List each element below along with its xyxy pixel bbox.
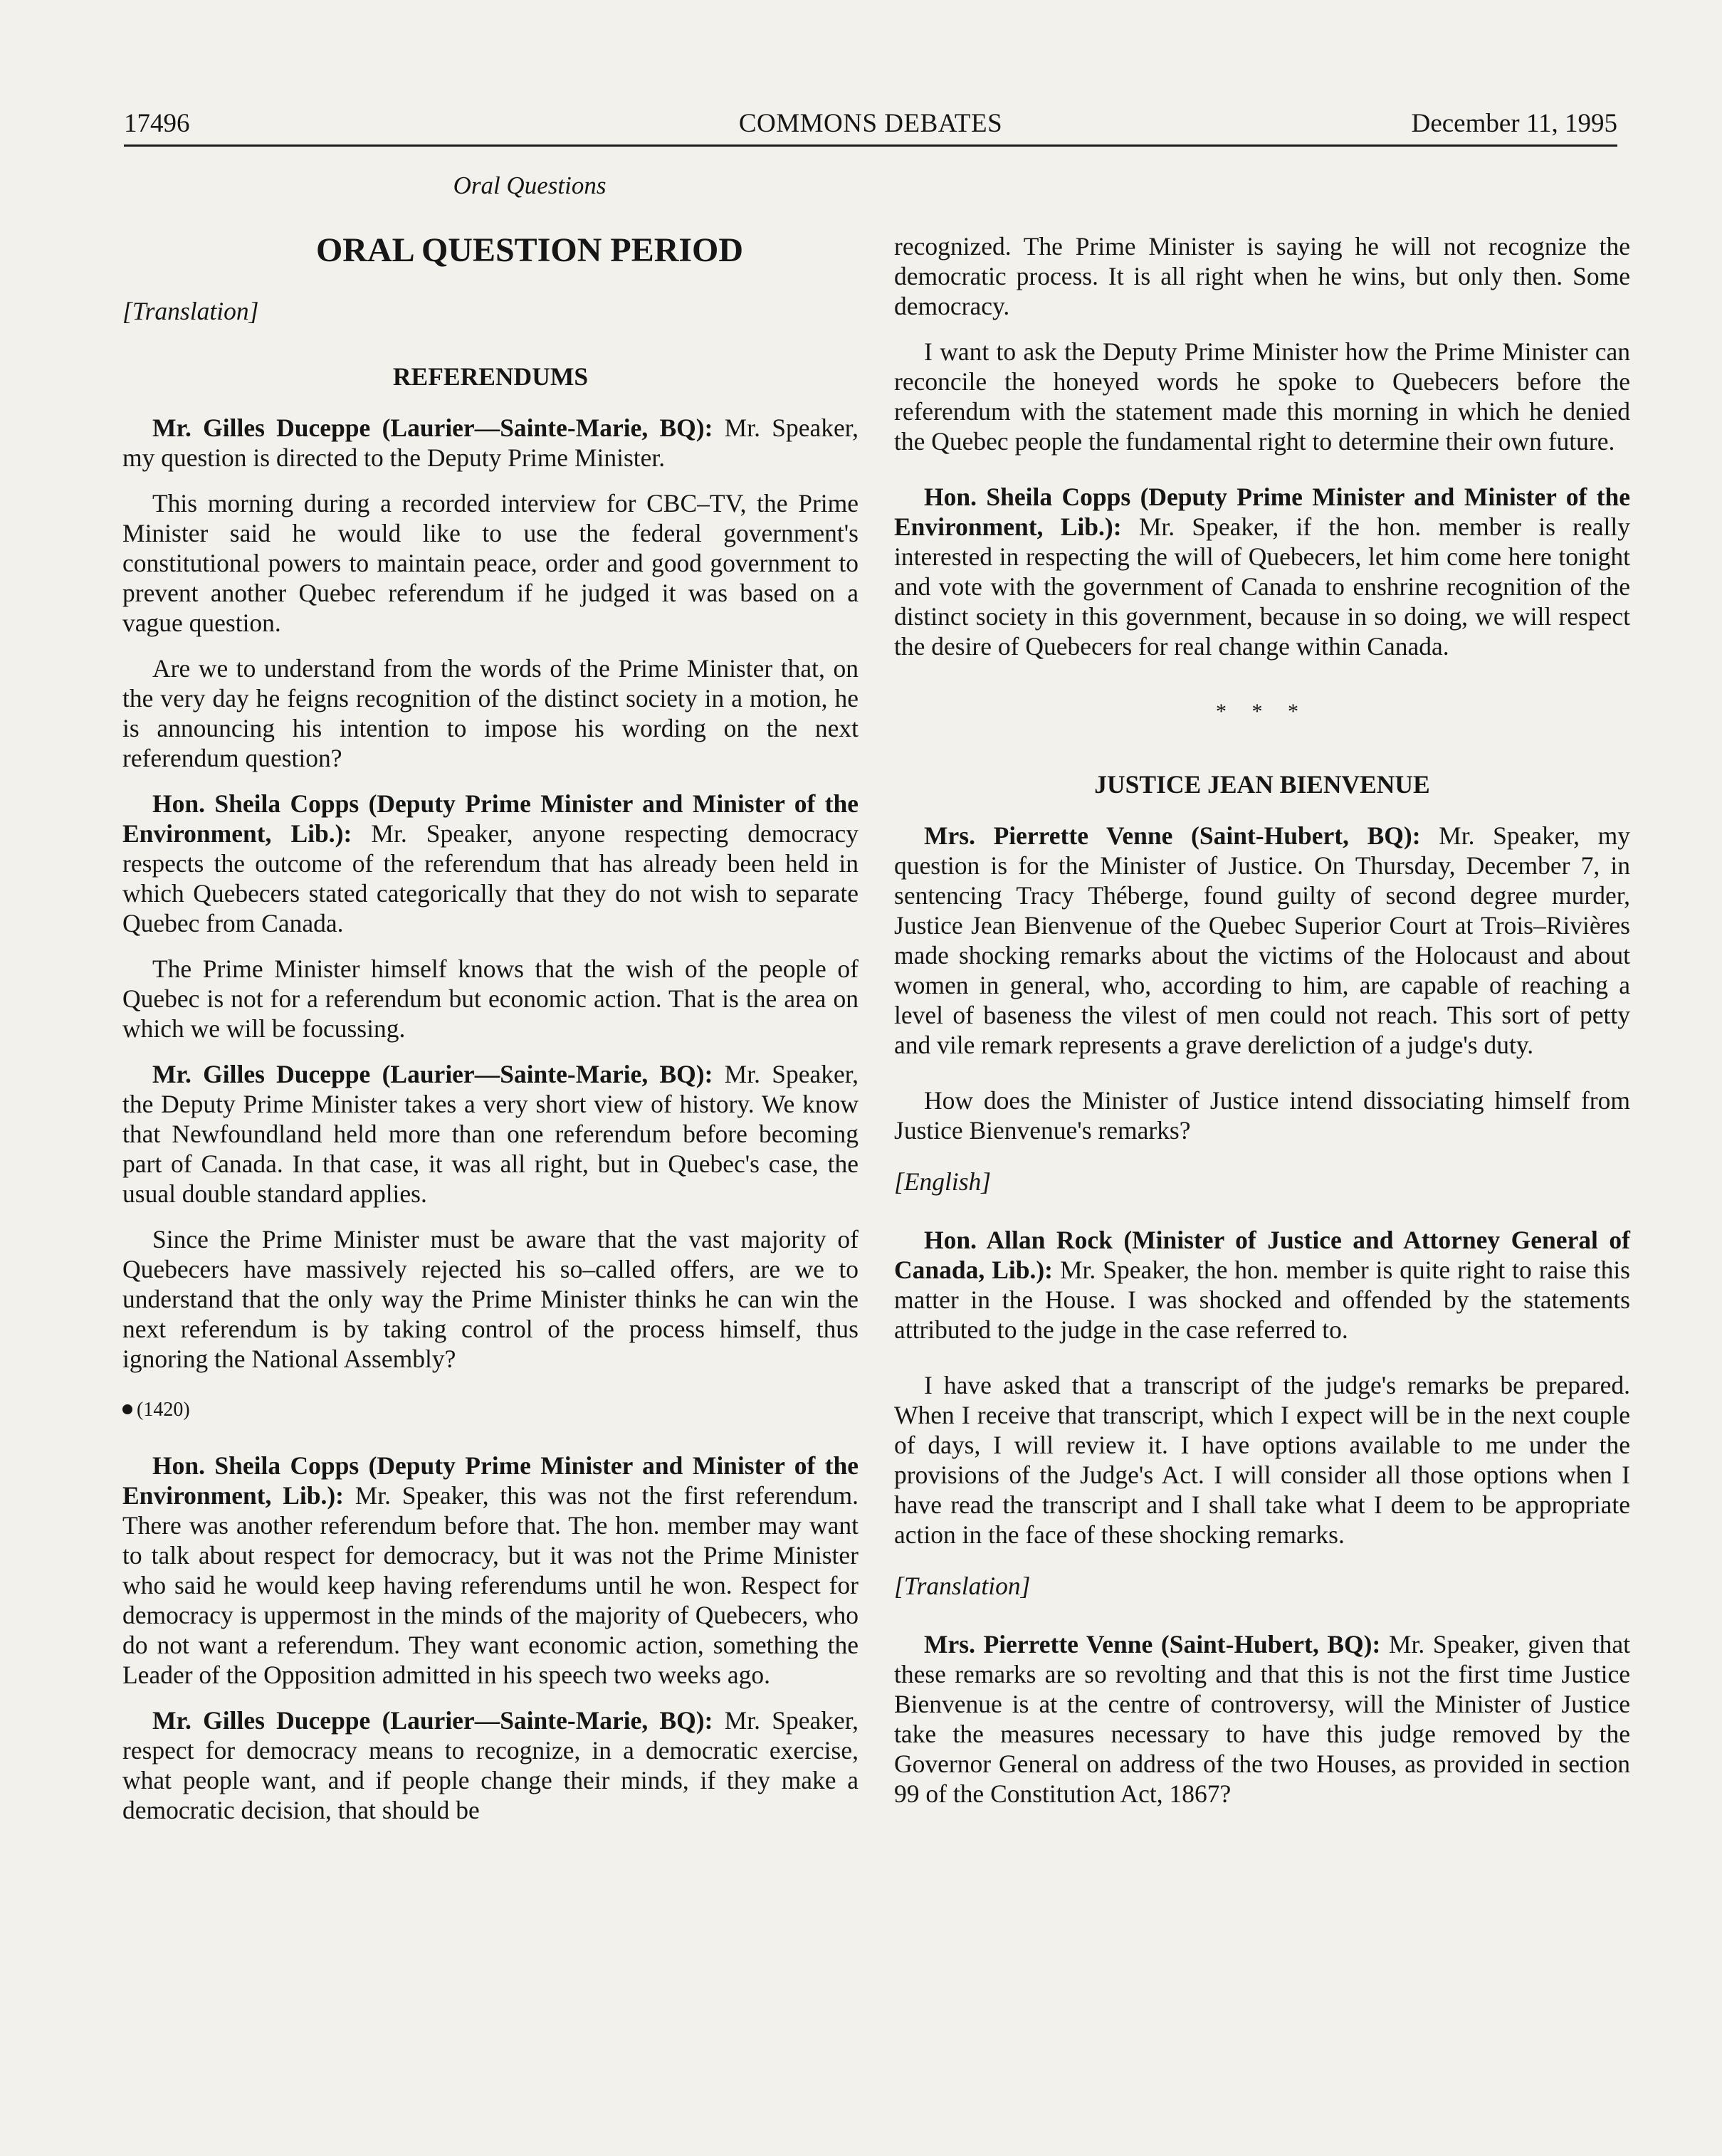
speaker-name: Hon. Allan Rock (Minister of Justice and Attorney General of Canada, Lib.): xyxy=(894,1226,1630,1284)
speaker-name: Mrs. Pierrette Venne (Saint-Hubert, BQ): xyxy=(924,1630,1381,1658)
english-note: [English] xyxy=(894,1167,992,1196)
page-number: 17496 xyxy=(124,109,190,138)
right-column xyxy=(894,231,1630,1809)
speech-paragraph: I want to ask the Deputy Prime Minister how the Prime Minister can reconcile the honeyed words he spoke to Quebecers before the referendum with the statement made this morning in which he denied the Quebec people the fundamental right to determine their own future. xyxy=(894,337,1630,456)
bullet-icon xyxy=(122,1404,132,1414)
speech-paragraph: Hon. Sheila Copps (Deputy Prime Minister and Minister of the Environment, Lib.): Mr. Speaker, if the hon. member is really interested in respecting the will of Quebecers, let him come here tonight and vote with the government of Canada to enshrine recognition of the distinct society in this government, because in so doing, we will respect the desire of Quebecers for real change within Canada. xyxy=(894,483,1630,661)
speech-paragraph: Mr. Gilles Duceppe (Laurier—Sainte-Marie, BQ): Mr. Speaker, respect for democracy means to recognize, in a democratic exercise, what people want, and if people change their minds, if they make a democratic decision, that should be xyxy=(122,1706,859,1824)
publication-title: COMMONS DEBATES xyxy=(738,109,1003,138)
page-title: ORAL QUESTION PERIOD xyxy=(315,231,744,269)
speaker-name: Mr. Gilles Duceppe (Laurier—Sainte-Marie, BQ): xyxy=(152,414,713,442)
speech-paragraph: The Prime Minister himself knows that the wish of the people of Quebec is not for a referendum but economic action. That is the area on which we will be focussing. xyxy=(122,955,859,1043)
speaker-name: Mr. Gilles Duceppe (Laurier—Sainte-Marie, BQ): xyxy=(152,1706,713,1735)
speech-paragraph: Hon. Sheila Copps (Deputy Prime Minister and Minister of the Environment, Lib.): Mr. Speaker, this was not the first referendum. There was another referendum before that. The hon. member may want to talk about respect for democracy, but it was not the Prime Minister who said he would keep having referendums until he won. Respect for democracy is uppermost in the minds of the majority of Quebecers, who do not want a referendum. They want economic action, something the Leader of the Opposition admitted in his speech two weeks ago. xyxy=(122,1451,859,1689)
speech-paragraph: Are we to understand from the words of the Prime Minister that, on the very day he feigns recognition of the distinct society in a motion, he is announcing his intention to impose his wording on the next referendum question? xyxy=(122,654,859,772)
speech-paragraph: Hon. Allan Rock (Minister of Justice and Attorney General of Canada, Lib.): Mr. Speaker, the hon. member is quite right to raise this matter in the House. I was shocked and offended by the statements attributed to the judge in the case referred to. xyxy=(894,1226,1630,1344)
speech-paragraph: Mrs. Pierrette Venne (Saint-Hubert, BQ): Mr. Speaker, my question is for the Minister of Justice. On Thursday, December 7, in sentencing Tracy Théberge, found guilty of second degree murder, Justice Jean Bienvenue of the Quebec Superior Court at Trois–Rivières made shocking remarks about the victims of the Holocaust and about women in general, who, according to him, are capable of reaching a level of baseness the vilest of men could not reach. This sort of petty and vile remark represents a grave dereliction of a judge's duty. xyxy=(894,821,1630,1059)
speech-paragraph: This morning during a recorded interview for CBC–TV, the Prime Minister said he would like to use the federal government's constitutional powers to maintain peace, order and good government to prevent another Quebec referendum if he judged it was based on a vague question. xyxy=(122,489,859,637)
speech-paragraph: Mrs. Pierrette Venne (Saint-Hubert, BQ): Mr. Speaker, given that these remarks are so revolting and that this is not the first time Justice Bienvenue is at the centre of controversy, will the Minister of Justice take the measures necessary to have this judge removed by the Governor General on address of the two Houses, as provided in section 99 of the Constitution Act, 1867? xyxy=(894,1630,1630,1808)
speech-paragraph: Mr. Gilles Duceppe (Laurier—Sainte-Marie, BQ): Mr. Speaker, my question is directed to the Deputy Prime Minister. xyxy=(122,414,859,472)
speech-paragraph: I have asked that a transcript of the judge's remarks be prepared. When I receive that transcript, which I expect will be in the next couple of days, I will review it. I have options available to me under the provisions of the Judge's Act. I will consider all those options when I have read the transcript and I shall take what I deem to be appropriate action in the face of these shocking remarks. xyxy=(894,1371,1630,1549)
speaker-name: Hon. Sheila Copps (Deputy Prime Minister and Minister of the Environment, Lib.): xyxy=(894,483,1630,541)
speaker-name: Hon. Sheila Copps (Deputy Prime Minister and Minister of the Environment, Lib.): xyxy=(122,789,859,848)
speech-paragraph: Mr. Gilles Duceppe (Laurier—Sainte-Marie, BQ): Mr. Speaker, the Deputy Prime Minister takes a very short view of history. We know that Newfoundland held more than one referendum before becoming part of Canada. In that case, it was all right, but in Quebec's case, the usual double standard applies. xyxy=(122,1060,859,1208)
speech-paragraph: How does the Minister of Justice intend dissociating himself from Justice Bienvenue's remarks? xyxy=(894,1086,1630,1145)
header-rule xyxy=(124,144,1617,147)
speaker-name: Mrs. Pierrette Venne (Saint-Hubert, BQ): xyxy=(924,821,1421,850)
section-separator: * * * xyxy=(1216,700,1308,723)
publication-date: December 11, 1995 xyxy=(1411,109,1617,138)
section-heading-referendums: REFERENDUMS xyxy=(392,362,589,391)
translation-note: [Translation] xyxy=(122,297,259,325)
page-header xyxy=(124,105,1617,145)
speaker-name: Mr. Gilles Duceppe (Laurier—Sainte-Marie, BQ): xyxy=(152,1060,713,1088)
speaker-name: Hon. Sheila Copps (Deputy Prime Minister and Minister of the Environment, Lib.): xyxy=(122,1451,859,1510)
left-column xyxy=(122,171,859,1825)
running-head: Oral Questions xyxy=(453,172,607,199)
time-marker: (1420) xyxy=(122,1395,859,1425)
translation-note: [Translation] xyxy=(894,1572,1031,1600)
speech-paragraph: recognized. The Prime Minister is saying he will not recognize the democratic process. It is all right when he wins, but only then. Some democracy. xyxy=(894,232,1630,320)
speech-paragraph: Since the Prime Minister must be aware that the vast majority of Quebecers have massively rejected his so–called offers, are we to understand that the only way the Prime Minister thinks he can win the next referendum is by taking control of the process himself, thus ignoring the National Assembly? xyxy=(122,1225,859,1373)
section-heading-justice: JUSTICE JEAN BIENVENUE xyxy=(1094,770,1430,799)
speech-paragraph: Hon. Sheila Copps (Deputy Prime Minister and Minister of the Environment, Lib.): Mr. Speaker, anyone respecting democracy respects the outcome of the referendum that has already been held in which Quebecers stated categorically that they do not wish to separate Quebec from Canada. xyxy=(122,789,859,937)
